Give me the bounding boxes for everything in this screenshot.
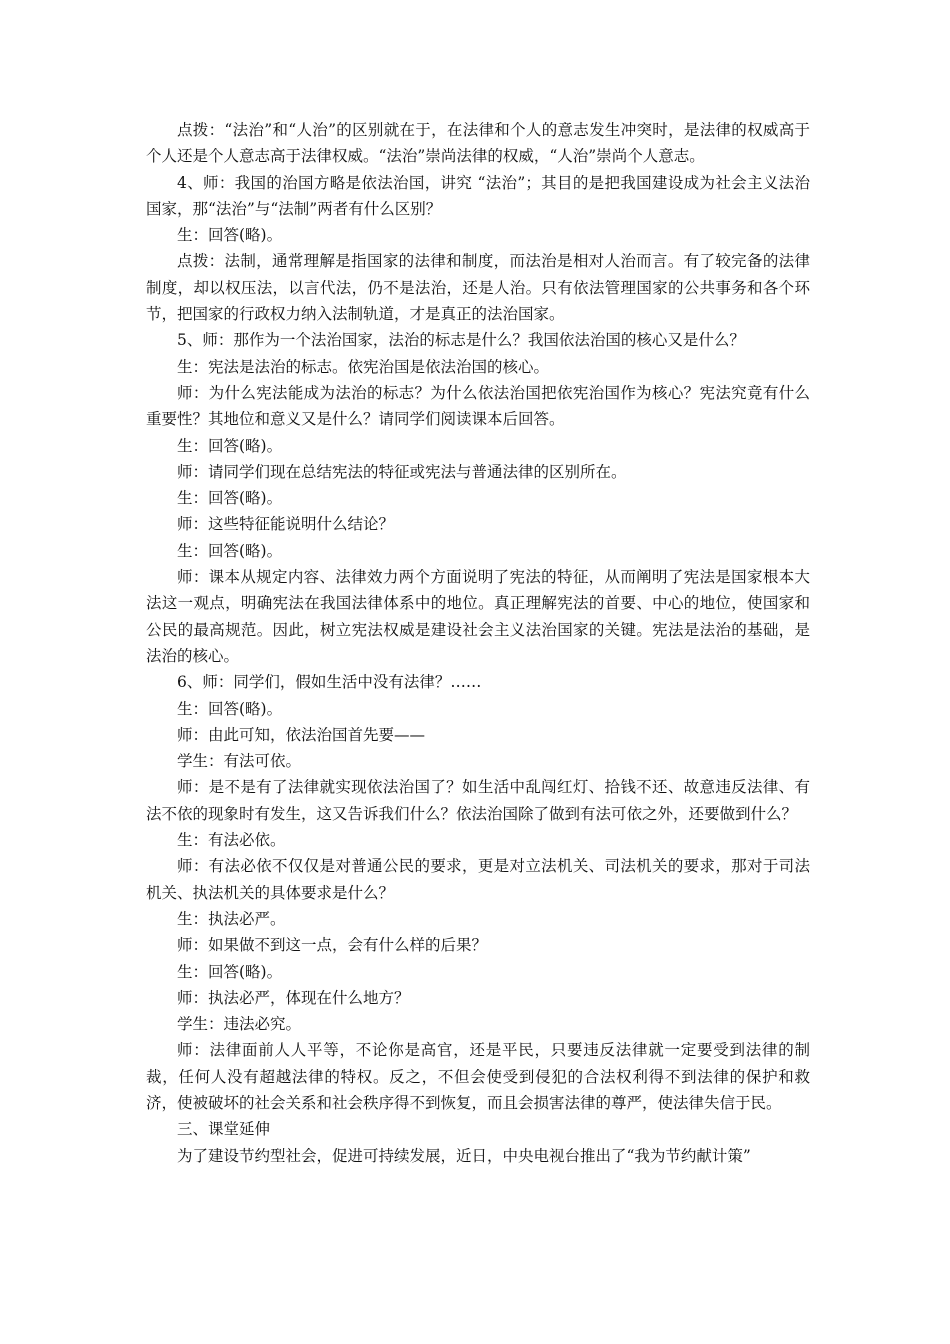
paragraph: 6、师：同学们，假如生活中没有法律？……: [177, 673, 482, 692]
paragraph: 生：回答(略)。: [177, 226, 283, 245]
paragraph: 师：请同学们现在总结宪法的特征或宪法与普通法律的区别所在。: [177, 462, 627, 481]
paragraph: 学生：有法可依。: [177, 752, 302, 771]
paragraph: 生：执法必严。: [177, 909, 286, 928]
paragraph: 师：是不是有了法律就实现依法治国了？如生活中乱闯红灯、拾钱不还、故意违反法律、有法不依的现象时有发生，这又告诉我们什么？依法治国除了做到有法可依之外，还要做到什么？: [146, 778, 810, 823]
paragraph: 师：由此可知，依法治国首先要——: [177, 725, 426, 744]
document-page: [146, 117, 810, 1169]
paragraph: 师：如果做不到这一点，会有什么样的后果？: [177, 936, 488, 955]
paragraph: 为了建设节约型社会，促进可持续发展，近日，中央电视台推出了“我为节约献计策”: [177, 1146, 751, 1165]
paragraph: 师：为什么宪法能成为法治的标志？为什么依法治国把依宪治国作为核心？宪法究竟有什么重要性？其地位和意义又是什么？请同学们阅读课本后回答。: [146, 383, 810, 429]
paragraph: 生：回答(略)。: [177, 962, 283, 981]
paragraph: 生：回答(略)。: [177, 436, 283, 455]
paragraph: 点拨：法制，通常理解是指国家的法律和制度，而法治是相对人治而言。有了较完备的法律制度，却以权压法，以言代法，仍不是法治，还是人治。只有依法管理国家的公共事务和各个环节，把国家的行政权力纳入法制轨道，才是真正的法治国家。: [146, 252, 810, 324]
paragraph: 师：执法必严，体现在什么地方？: [177, 988, 410, 1007]
paragraph: 师：有法必依不仅仅是对普通公民的要求，更是对立法机关、司法机关的要求，那对于司法机关、执法机关的具体要求是什么？: [146, 857, 810, 902]
paragraph: 生：回答(略)。: [177, 699, 283, 718]
paragraph: 点拨：“法治”和“人治”的区别就在于，在法律和个人的意志发生冲突时，是法律的权威高于个人还是个人意志高于法律权威。“法治”崇尚法律的权威，“人治”崇尚个人意志。: [146, 121, 810, 166]
paragraph: 生：回答(略)。: [177, 489, 283, 508]
paragraph: 4、师：我国的治国方略是依法治国，讲究 “法治”；其目的是把我国建设成为社会主义法治国家，那“法治”与“法制”两者有什么区别？: [146, 173, 810, 218]
paragraph: 生：有法必依。: [177, 831, 286, 850]
paragraph: 师：法律面前人人平等，不论你是高官，还是平民，只要违反法律就一定要受到法律的制裁，任何人没有超越法律的特权。反之，不但会使受到侵犯的合法权利得不到法律的保护和救济，使被破坏的社会关系和社会秩序得不到恢复，而且会损害法律的尊严，使法律失信于民。: [146, 1041, 810, 1112]
paragraph: 学生：违法必究。: [177, 1015, 302, 1034]
paragraph: 生：宪法是法治的标志。依宪治国是依法治国的核心。: [177, 357, 550, 376]
paragraph: 5、师：那作为一个法治国家，法治的标志是什么？我国依法治国的核心又是什么？: [177, 331, 745, 350]
paragraph: 师：这些特征能说明什么结论？: [177, 515, 395, 534]
paragraph: 生：回答(略)。: [177, 541, 283, 560]
section-heading: 三、课堂延伸: [177, 1120, 271, 1139]
paragraph: 师：课本从规定内容、法律效力两个方面说明了宪法的特征，从而阐明了宪法是国家根本大法这一观点，明确宪法在我国法律体系中的地位。真正理解宪法的首要、中心的地位，使国家和公民的最高规范。因此，树立宪法权威是建设社会主义法治国家的关键。宪法是法治的基础，是法治的核心。: [146, 568, 810, 665]
